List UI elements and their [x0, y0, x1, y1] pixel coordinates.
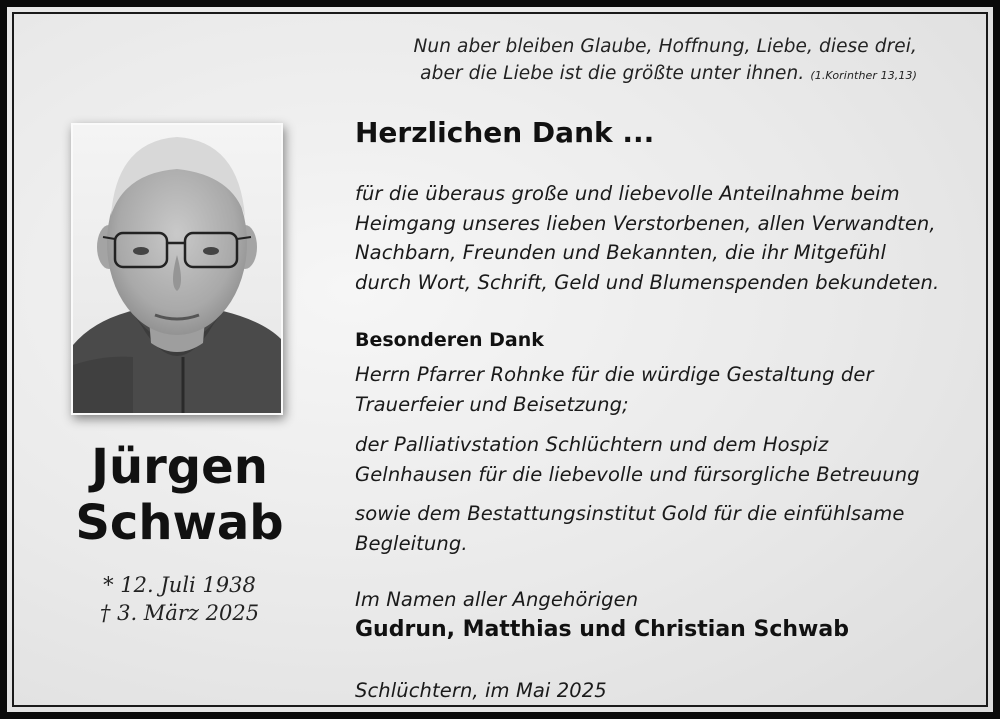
portrait-image [73, 125, 281, 413]
birth-date: * 12. Juli 1938 [103, 573, 256, 597]
closing-line: Im Namen aller Angehörigen [355, 588, 639, 611]
portrait-photo [71, 123, 283, 415]
thanks-heading: Herzlichen Dank ... [355, 116, 655, 149]
death-date: † 3. März 2025 [99, 601, 260, 625]
bible-quote [367, 33, 917, 89]
special-thanks-heading: Besonderen Dank [355, 329, 544, 351]
place-date: Schlüchtern, im Mai 2025 [355, 679, 607, 702]
quote-line-1: Nun aber bleiben Glaube, Hoffnung, Liebe, diese drei, [413, 36, 917, 57]
special-thanks-item: Herrn Pfarrer Rohnke für die würdige Gestaltung der Trauerfeier und Beisetzung; [355, 363, 874, 416]
life-dates [47, 571, 312, 627]
thanks-section [355, 115, 985, 702]
last-name: Schwab [75, 495, 284, 551]
quote-line-2 [367, 60, 917, 89]
quote-reference: (1.Korinther 13,13) [810, 69, 917, 82]
deceased-name [47, 439, 312, 551]
family-names: Gudrun, Matthias und Christian Schwab [355, 617, 849, 642]
special-thanks-item: sowie dem Bestattungsinstitut Gold für die einfühlsame Begleitung. [355, 502, 905, 555]
first-name: Jürgen [91, 439, 268, 495]
thanks-paragraph: für die überaus große und liebevolle Anteilnahme beim Heimgang unseres lieben Verstorbenen, allen Verwandten, Nachbarn, Freunden und Bekannten, die ihr Mitgefühl durch Wort, Schrift, Geld und Blumenspenden bekundeten. [355, 182, 940, 294]
special-thanks-item: der Palliativstation Schlüchtern und dem Hospiz Gelnhausen für die liebevolle und fürsorgliche Betreuung [355, 433, 920, 486]
quote-line-2-text: aber die Liebe ist die größte unter ihnen. [420, 63, 805, 84]
